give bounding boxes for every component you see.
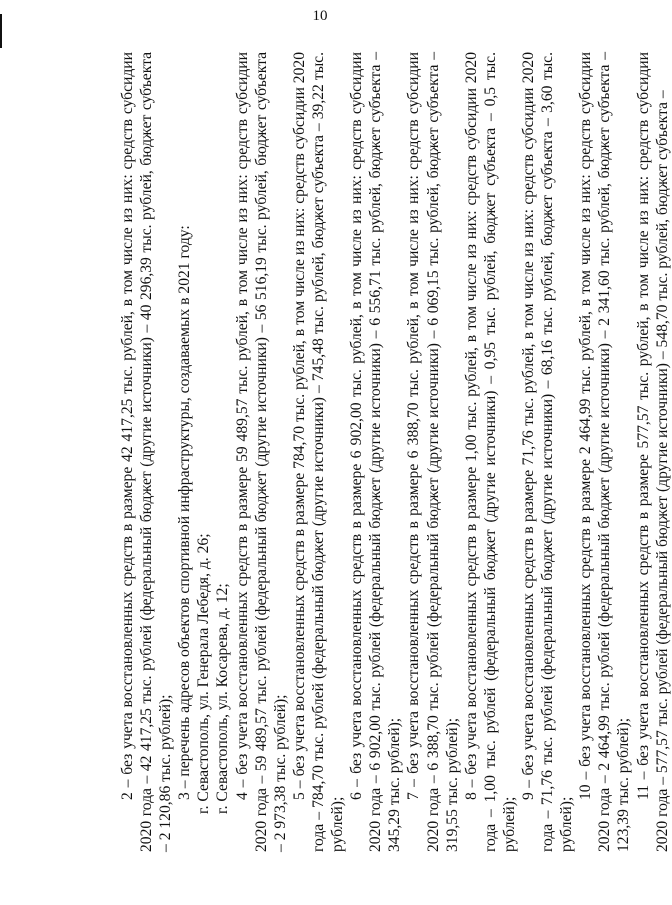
footnote-11: 11 – без учета восстановленных средств в размере 577,57 тыс. рублей, в том числе из них: средств субсидии 2020 года – 577,57 тыс. рублей (федеральный бюджет (другие источники) – 548,70 тыс. рублей, бюджет субъекта – (634, 52, 671, 852)
page-number: 10 (312, 8, 328, 24)
footnote-5: 5 – без учета восстановленных средств в размере 784,70 тыс. рублей, в том числе из них: средств субсидии 2020 года – 784,70 тыс. рублей (федеральный бюджет (другие источники) – 745,48 тыс. рублей, бюджет субъекта – 39,22 тыс. рублей); (290, 52, 347, 852)
footnote-7: 7 – без учета восстановленных средств в размере 6 388,70 тыс. рублей, в том числе из них: средств субсидии 2020 года – 6 388,70 тыс. рублей (федеральный бюджет (другие источники) – 6 069,15 тыс. рублей, бюджет субъекта – 319,55 тыс. рублей); (405, 52, 461, 852)
footnote-2: 2 – без учета восстановленных средств в размере 42 417,25 тыс. рублей, в том числе из них: средств субсидии 2020 года – 42 417,25 тыс. рублей (федеральный бюджет (другие источники) – 40 296,39 тыс. рублей, бюджет субъекта – 2 120,86 тыс. рублей); (119, 52, 175, 852)
address-2: г. Севастополь, ул. Косарева, д. 12; (214, 583, 232, 814)
footnotes-body (118, 52, 672, 852)
footnote-10: 10 – без учета восстановленных средств в размере 2 464,99 тыс. рублей, в том числе из них: средств субсидии 2020 года – 2 464,99 тыс. рублей (федеральный бюджет (другие источники) – 2 341,60 тыс. рублей, бюджет субъекта – 123,39 тыс. рублей); (577, 52, 633, 852)
footnote-4: 4 – без учета восстановленных средств в размере 59 489,57 тыс. рублей, в том числе из них: средств субсидии 2020 года – 59 489,57 тыс. рублей (федеральный бюджет (другие источники) – 56 516,19 тыс. рублей, бюджет субъекта – 2 973,38 тыс. рублей); (233, 52, 289, 852)
footnote-3: 3 – перечень адресов объектов спортивной инфраструктуры, создаваемых в 2021 году: (176, 225, 194, 800)
footnote-8: 8 – без учета восстановленных средств в размере 1,00 тыс. рублей, в том числе из них: средств субсидии 2020 года – 1,00 тыс. рублей (федеральный бюджет (другие источники) – 0,95 тыс. рублей, бюджет субъекта – 0,5 тыс. рублей); (462, 52, 518, 852)
footnote-6: 6 – без учета восстановленных средств в размере 6 902,00 тыс. рублей, в том числе из них: средств субсидии 2020 года – 6 902,00 тыс. рублей (федеральный бюджет (другие источники) – 6 556,71 тыс. рублей, бюджет субъекта – 345,29 тыс. рублей); (348, 52, 404, 852)
footnote-9: 9 – без учета восстановленных средств в размере 71,76 тыс. рублей, в том числе из них: средств субсидии 2020 года – 71,76 тыс. рублей (федеральный бюджет (другие источники) – 68,16 тыс. рублей, бюджет субъекта – 3,60 тыс. рублей); (519, 52, 576, 852)
rotated-text-frame (118, 52, 671, 852)
address-1: г. Севастополь, ул. Генерала Лебедя, д. 26; (195, 533, 213, 814)
